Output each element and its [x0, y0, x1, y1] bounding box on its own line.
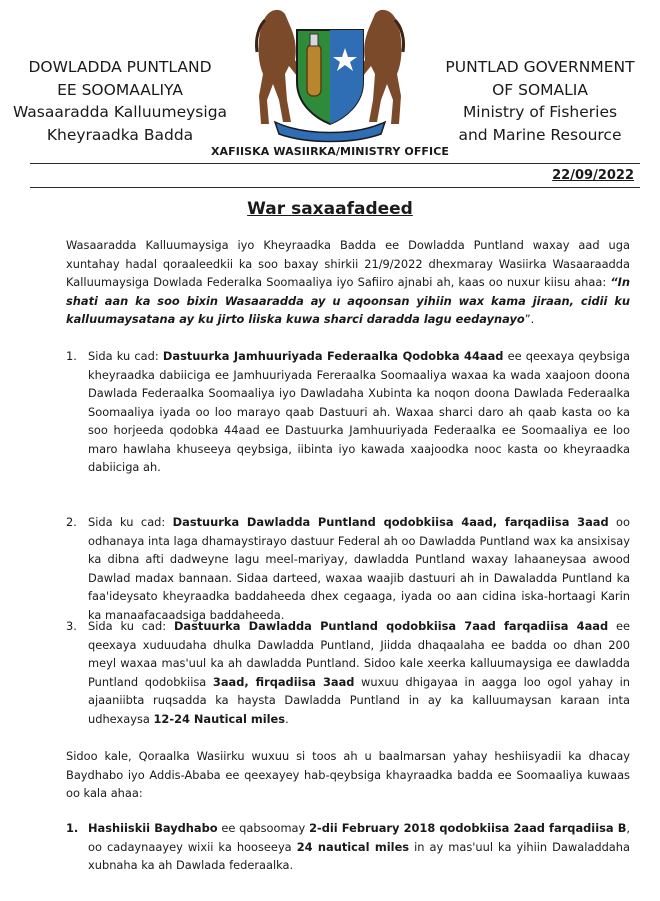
item-bold-3: 12-24 Nautical miles — [153, 711, 286, 726]
item-bold: Dastuurka Jamhuuriyada Federaalka Qodobka 44aad — [162, 349, 504, 363]
header-divider-bottom — [30, 187, 640, 188]
header-divider-top — [30, 163, 640, 164]
document-date: 22/09/2022 — [552, 168, 634, 183]
item-text: oo odhanaya inta laga dhamaystirayo dastuur Federal ah oo Dawladda Puntland wax ka ansixisay ka dibna afti dadweyne lagu meel-mariyay, dawladda Puntland waxay lahaaneysaa awood Dawlad madax bannaan. Sidaa darteed, waxaa waajib dastuuri ah in Dawaladda Puntland ka faa'ideysato kheyraadka baddaheeda dhex cegaaga, iyada oo aan cidina iska-hortaagi Karin ka manaafacaadsiga baddaheeda. — [88, 515, 630, 622]
item-bold: Dastuurka Dawladda Puntland qodobkiisa 7aad farqadiisa 4aad — [173, 619, 609, 633]
item-prefix: Sida ku cad: — [88, 515, 173, 529]
item-prefix: Sida ku cad: — [88, 619, 174, 633]
coat-of-arms-emblem — [245, 4, 415, 144]
item-text-2: , oo cadaynaayey wixii ka hooseeya — [88, 821, 631, 854]
list-number: 2. — [66, 515, 77, 529]
header-left-block — [0, 56, 240, 146]
header-left-line-4: Kheyraadka Badda — [46, 125, 194, 144]
intro-quote-end: ”. — [524, 312, 535, 326]
header-left-line-2: EE SOOMAALIYA — [57, 80, 183, 99]
intro-paragraph — [66, 236, 630, 329]
header-left-line-3: Wasaaradda Kalluumeysiga — [12, 103, 228, 121]
item-bold-3: 24 nautical miles — [296, 839, 410, 854]
item-text: ee qabsoomay — [217, 821, 310, 835]
item-text: ee qeexaya xuduudaha dhulka Dawladda Puntland, Jiidda dhaqaalaha ee badda oo dhan 200 meyl waxaa mas'uul ka ah dawladda Puntland. Sidoo kale xeerka kalluumaysiga ee dawladda Puntland qodobkiisa — [88, 619, 630, 689]
header-right-line-1: PUNTLAD GOVERNMENT — [445, 58, 635, 76]
item-text: ee qeexaya qeybsiga kheyraadka dabiiciga ee Jamhuuriyada Fereraalka Soomaaliya waxaa ka wada xaajoon doona Dawlada Federaalka Soomaaliya iyo Dawladaha Xubinta ka noqon doona Dawlada Federaalka Soomaaliya iyada oo loo marayo qaab Dastuuri ah. Waxaa sharci daro ah qaab kasta oo ka soo horjeeda qodobka 44aad ee Dastuurka Jamhuuriyada Federaalka ee Soomaaliya ee loo maro hawlaha khuseeya qeybsiga, iibinta iyo kawada xaajoodka nooc kasta oo kheyraadka dabiiciga ah. — [88, 349, 630, 474]
list-item — [66, 347, 630, 477]
item-text-3: in ay mas'uul ka yihiin Dawaladdaha xubnaha ka ah Dawlada federaalka. — [88, 839, 630, 872]
intro-quote: “In shati aan ka soo bixin Wasaaradda ay u aqoonsan yihiin wax kama jiraan, cidii ku kalluumaysatana ay ku jirto liiska kuwa sharci daradda lagu eedaynayo — [66, 275, 630, 326]
list-number: 1. — [66, 349, 77, 363]
item-text-2: wuxuu dhigayaa in aagga loo ogol yahay in ajaaniibta ruqsadda ka haysta Dawladda Puntland in ay ka kalluumaysan karaan inta udhexaysa — [88, 674, 630, 726]
document-title: War saxaafadeed — [247, 199, 413, 219]
item-bold: Dastuurka Dawladda Puntland qodobkiisa 4aad, farqadiisa 3aad — [172, 515, 609, 529]
header-right-line-4: and Marine Resource — [458, 125, 622, 144]
list-number: 3. — [66, 619, 77, 633]
header-right-line-2: OF SOMALIA — [492, 80, 588, 99]
header-left-line-1: DOWLADDA PUNTLAND — [28, 58, 212, 76]
header-right-block — [420, 56, 660, 146]
item-bold-2: 3aad, firqadiisa 3aad — [212, 674, 355, 689]
shield-icon — [297, 30, 363, 124]
item-prefix: Sida ku cad: — [88, 349, 163, 363]
item-bold: Hashiiskii Baydhabo — [88, 821, 218, 835]
list-item — [66, 819, 630, 875]
agreements-paragraph: Sidoo kale, Qoraalka Wasiirku wuxuu si toos ah u baalmarsan yahay heshiisyadii ka dhacay Baydhabo iyo Addis-Ababa ee qeexayey hab-qeybsiga khayraadka badda ee Soomaaliya kuwaas oo kala ahaa: — [66, 749, 630, 800]
list-number: 1. — [66, 821, 79, 835]
intro-text: Wasaaradda Kalluumaysiga iyo Kheyraadka Badda ee Dowladda Puntland waxay aad uga xuntahay hadal qoraaleedkii ka soo baxay shirkii 21/9/2022 dhexmaray Wasiirka Wasaaraadda Kalluumaysiga Dowlada Federalka Soomaaliya iyo Safiiro ajnabi ah, kaas oo nuxur kiisu ahaa: — [66, 238, 630, 289]
left-horse-icon — [256, 10, 301, 124]
right-horse-icon — [359, 10, 404, 124]
header-right-line-3: Ministry of Fisheries — [462, 103, 618, 121]
item-text-3: . — [285, 711, 289, 726]
item-bold-2: 2-dii February 2018 qodobkiisa 2aad farqadiisa B — [309, 821, 627, 835]
list-item — [66, 513, 630, 624]
office-label: XAFIISKA WASIIRKA/MINISTRY OFFICE — [210, 145, 450, 158]
list-item — [66, 617, 630, 728]
